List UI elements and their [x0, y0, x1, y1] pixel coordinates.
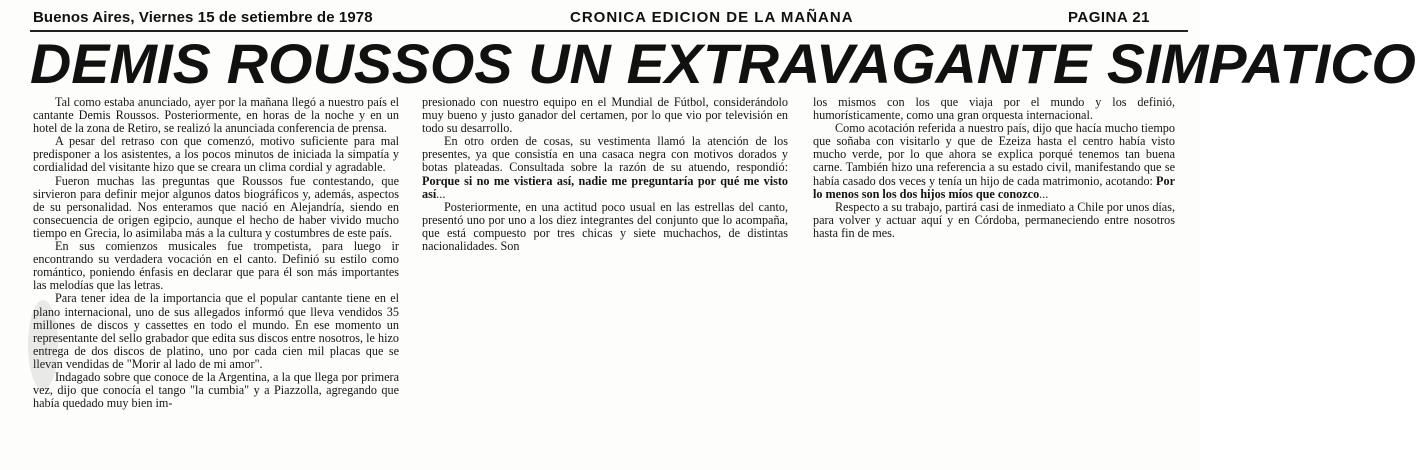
bold-quote: Porque si no me vistiera así, nadie me preguntaría por qué me visto así	[422, 173, 788, 201]
publication-name: CRONICA EDICION DE LA MAÑANA	[570, 9, 854, 26]
paragraph-text: En otro orden de cosas, su vestimenta llamó la atención de los presentes, ya que consistía en una casaca negra con motivos dorados y botas plateadas. Consultada sobre la razón de su atuendo, respondió:	[422, 134, 788, 175]
paragraph-text: Como acotación referida a nuestro país, dijo que hacía mucho tiempo que soñaba con visitarlo y que de Ezeiza hasta el centro había visto mucho verde, por lo que ahora se explica porqué tenemos tan buena carne. También hizo una referencia a su estado civil, manifestando que se había casado dos veces y tenía un hijo de cada matrimonio, acotando:	[813, 121, 1175, 188]
paragraph-text: ...	[436, 186, 446, 201]
paragraph-text: En sus comienzos musicales fue trompetista, para luego ir encontrando su verdadera vocación en el canto. Definió su estilo como romántico, poniendo énfasis en declarar que para él son más importantes las melodías que las letras.	[33, 239, 399, 293]
scan-smudge	[28, 300, 58, 390]
paragraph-text: ...	[1039, 186, 1049, 201]
article-paragraph	[33, 96, 399, 135]
paragraph-text: Para tener idea de la importancia que el popular cantante tiene en el plano internacional, uno de sus allegados informó que lleva vendidos 35 millones de discos y cassettes en todo el mundo. En ese momento un representante del sello grabador que edita sus discos entre nosotros, le hizo entrega de dos discos de platino, uno por cada cien mil placas que se llevan vendidas de "Morir al lado de mi amor".	[33, 291, 399, 371]
article-paragraph	[813, 96, 1175, 122]
article-column-3	[813, 96, 1175, 240]
article-paragraph	[33, 240, 399, 292]
bold-quote: Por lo menos son los dos hijos míos que conozco	[813, 173, 1175, 201]
paragraph-text: Fueron muchas las preguntas que Roussos fue contestando, que sirvieron para definir mejor algunos datos biográficos y, además, aspectos de su personalidad. Nos enteramos que nació en Alejandría, siendo en consecuencia de origen egipcio, aunque el hecho de haber vivido mucho tiempo en Grecia, lo asimilaba más a la cultura y costumbres de este país.	[33, 173, 399, 240]
headline: DEMIS ROUSSOS UN EXTRAVAGANTE SIMPATICO	[30, 32, 1416, 95]
paragraph-text: presionado con nuestro equipo en el Mundial de Fútbol, considerándolo muy bueno y justo ganador del certamen, por lo que vio por televisión en todo su desarrollo.	[422, 95, 788, 136]
article-paragraph	[813, 122, 1175, 201]
paragraph-text: Tal como estaba anunciado, ayer por la mañana llegó a nuestro país el cantante Demis Roussos. Posteriormente, en horas de la noche y en un hotel de la zona de Retiro, se realizó la anunciada conferencia de prensa.	[33, 95, 399, 136]
paragraph-text: Posteriormente, en una actitud poco usual en las estrellas del canto, presentó uno por uno a los diez integrantes del conjunto que lo acompaña, que está compuesto por tres chicas y siete muchachos, de distintas nacionalidades. Son	[422, 199, 788, 254]
article-column-2	[422, 96, 788, 253]
paragraph-text: los mismos con los que viaja por el mundo y los definió, humorísticamente, como una gran orquesta internacional.	[813, 95, 1175, 123]
article-paragraph	[422, 135, 788, 200]
article-column-1	[33, 96, 399, 410]
article-paragraph	[422, 96, 788, 135]
dateline: Buenos Aires, Viernes 15 de setiembre de 1978	[33, 9, 373, 26]
paragraph-text: Respecto a su trabajo, partirá casi de inmediato a Chile por unos días, para volver y actuar aquí y en Córdoba, permaneciendo entre nosotros hasta fin de mes.	[813, 199, 1175, 240]
paragraph-text: A pesar del retraso con que comenzó, motivo suficiente para mal predisponer a los asistentes, a los pocos minutos de iniciada la simpatía y cordialidad del visitante hizo que se creara un clima cordial y agradable.	[33, 134, 399, 175]
article-paragraph	[422, 201, 788, 253]
page-number: PAGINA 21	[1068, 9, 1151, 26]
article-paragraph	[33, 175, 399, 240]
article-paragraph	[33, 292, 399, 371]
article-paragraph	[33, 135, 399, 174]
paragraph-text: Indagado sobre que conoce de la Argentina, a la que llega por primera vez, dijo que conocía el tango "la cumbia" y a Piazzolla, agregando que había quedado muy bien im-	[33, 369, 399, 411]
article-paragraph	[33, 371, 399, 410]
article-paragraph	[813, 201, 1175, 240]
